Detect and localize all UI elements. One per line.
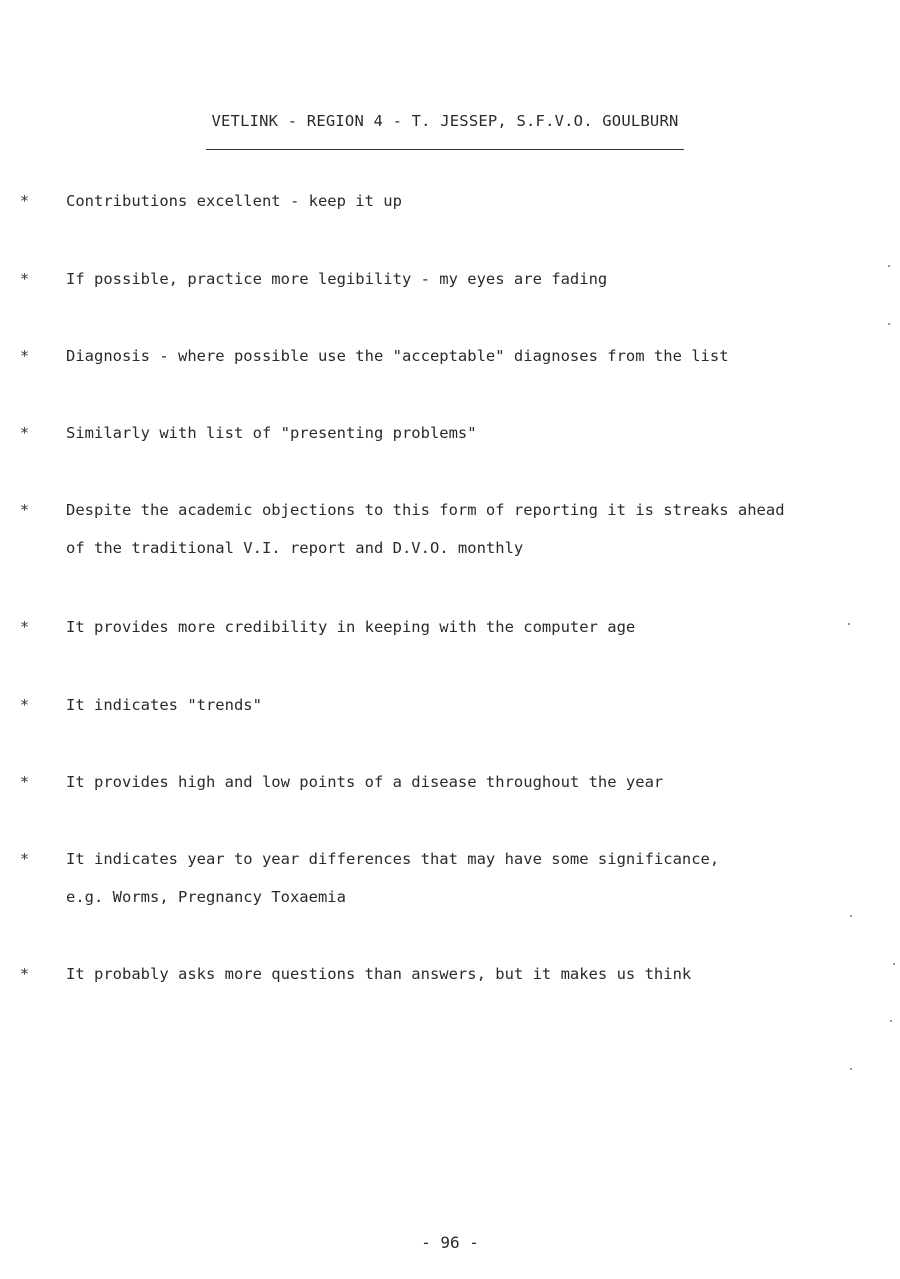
bullet-marker: *: [20, 618, 30, 636]
scan-speck: [888, 323, 890, 325]
list-item-line: Despite the academic objections to this form of reporting it is streaks ahead: [66, 501, 785, 519]
list-item-line: Contributions excellent - keep it up: [66, 192, 402, 210]
list-item: [66, 763, 663, 801]
bullet-marker: *: [20, 192, 30, 210]
list-item: [66, 414, 477, 452]
list-item-line: If possible, practice more legibility - my eyes are fading: [66, 270, 608, 288]
list-item: [66, 491, 785, 567]
list-item-line: It provides more credibility in keeping with the computer age: [66, 618, 636, 636]
list-item-line: Diagnosis - where possible use the "acceptable" diagnoses from the list: [66, 347, 729, 365]
list-item: [66, 608, 635, 646]
list-item-line: e.g. Worms, Pregnancy Toxaemia: [66, 888, 346, 906]
list-item-line: It indicates "trends": [66, 696, 262, 714]
scan-speck: [848, 623, 850, 625]
scan-speck: [850, 1068, 852, 1070]
bullet-marker: *: [20, 347, 30, 365]
scan-speck: [893, 963, 895, 965]
title-underline: [206, 149, 684, 150]
list-item: [66, 840, 719, 916]
document-title: VETLINK - REGION 4 - T. JESSEP, S.F.V.O. GOULBURN: [211, 112, 679, 130]
page-number: - 96 -: [421, 1233, 479, 1252]
list-item: [66, 260, 607, 298]
list-item-line: It indicates year to year differences that may have some significance,: [66, 850, 720, 868]
scan-speck: [850, 915, 852, 917]
list-item-line: It probably asks more questions than answers, but it makes us think: [66, 965, 692, 983]
bullet-marker: *: [20, 850, 30, 868]
bullet-marker: *: [20, 501, 30, 519]
bullet-marker: *: [20, 424, 30, 442]
list-item-line: Similarly with list of "presenting problems": [66, 424, 477, 442]
bullet-marker: *: [20, 696, 30, 714]
bullet-marker: *: [20, 965, 30, 983]
list-item: [66, 955, 691, 993]
list-item-line: of the traditional V.I. report and D.V.O. monthly: [66, 539, 524, 557]
list-item: [66, 182, 402, 220]
list-item: [66, 686, 262, 724]
list-item-line: It provides high and low points of a disease throughout the year: [66, 773, 664, 791]
bullet-marker: *: [20, 270, 30, 288]
bullet-marker: *: [20, 773, 30, 791]
scan-speck: [890, 1020, 892, 1022]
scan-speck: [888, 265, 890, 267]
list-item: [66, 337, 729, 375]
